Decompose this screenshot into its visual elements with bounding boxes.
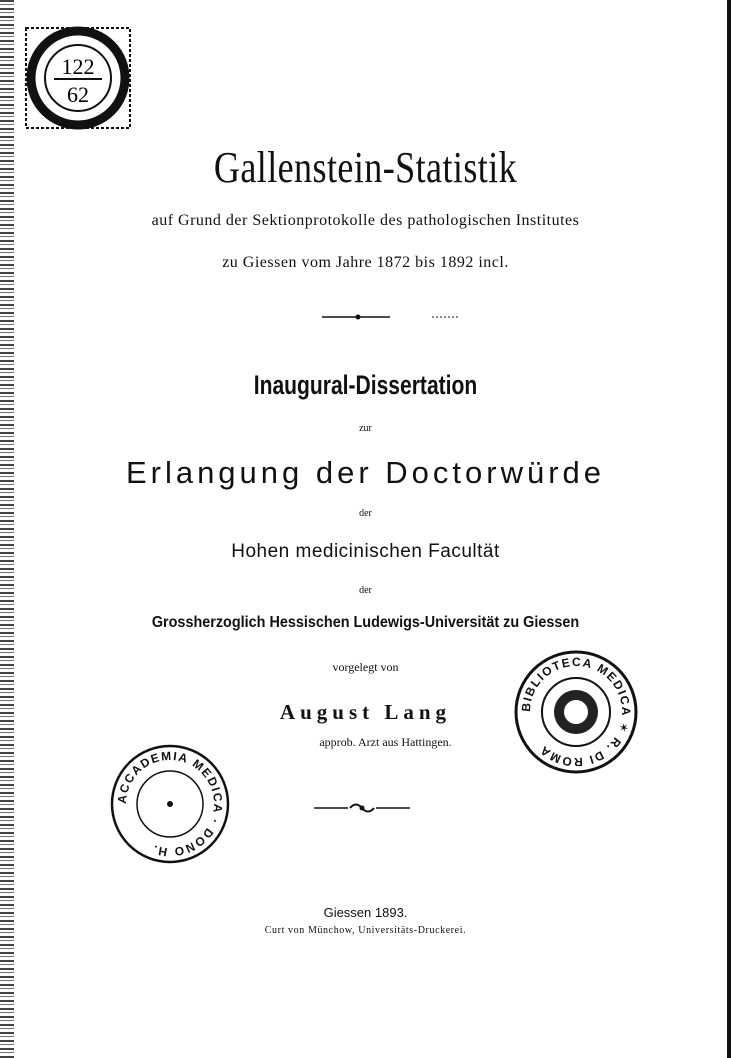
page-title: Gallenstein-Statistik (213, 143, 518, 192)
imprint-printer: Curt von Münchow, Universitäts-Druckerei. (264, 925, 467, 936)
shelfmark-number-bottom: 62 (67, 82, 89, 107)
author-name: August Lang (279, 700, 452, 724)
accademia-stamp (108, 742, 232, 866)
shelfmark-stamp (22, 24, 134, 132)
ornament-rule-top (320, 312, 460, 322)
faculty-line: Hohen medicinischen Facultät (231, 541, 500, 562)
subtitle-line-2: zu Giessen vom Jahre 1872 bis 1892 incl. (222, 254, 509, 271)
dissertation-heading: Inaugural-Dissertation (253, 370, 478, 400)
biblioteca-stamp-text: BIBLIOTECA MEDICA ✶ R. DI ROMA (518, 654, 634, 770)
accademia-stamp-text: ACCADEMIA MEDICA · DONO H. (114, 748, 226, 860)
university-line: Grossherzoglich Hessischen Ludewigs-Universität zu Giessen (151, 614, 580, 631)
biblioteca-stamp (512, 648, 640, 776)
page-edge-right (727, 0, 731, 1058)
der-text-1: der (359, 508, 372, 519)
degree-line: Erlangung der Doctorwürde (125, 455, 606, 490)
page-edge-left (0, 0, 14, 1058)
subtitle-line-1: auf Grund der Sektionprotokolle des pathologischen Institutes (151, 212, 580, 229)
zur-text: zur (359, 423, 372, 434)
shelfmark-number-top: 122 (61, 54, 95, 79)
ornament-rule-bottom (312, 800, 412, 816)
author-description: approb. Arzt aus Hattingen. (319, 735, 452, 749)
presented-by: vorgelegt von (332, 660, 399, 674)
imprint-place-year: Giessen 1893. (323, 905, 408, 920)
der-text-2: der (359, 585, 372, 596)
